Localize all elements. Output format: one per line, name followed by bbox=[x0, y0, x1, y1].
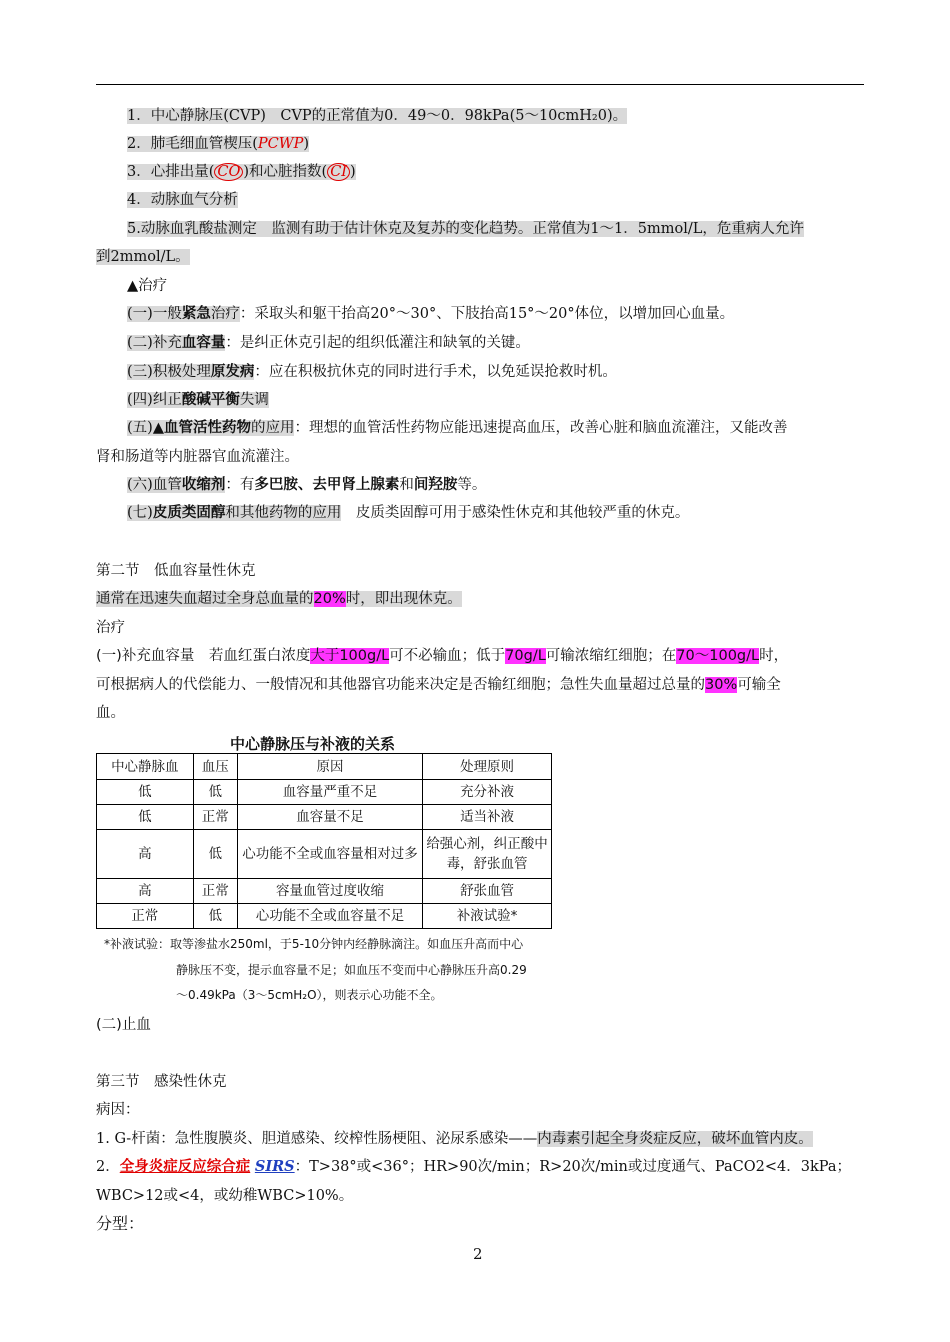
treatment-7: (七)皮质类固醇和其他药物的应用 皮质类固醇可用于感染性休克和其他较严重的休克。 bbox=[127, 504, 690, 521]
treatment-3: (三)积极处理原发病：应在积极抗休克的同时进行手术，以免延误抢救时机。 bbox=[127, 363, 617, 380]
lactate-line: 5.动脉血乳酸盐测定 监测有助于估计休克及复苏的变化趋势。正常值为1～1．5mmol/L，危重病人允许 bbox=[127, 221, 804, 237]
section2-treatment: 治疗 bbox=[96, 620, 125, 636]
etiology-label: 病因： bbox=[96, 1102, 140, 1118]
etiology-2-cont: WBC>12或<4，或幼稚WBC>10%。 bbox=[96, 1188, 354, 1204]
stop-bleeding: (二)止血 bbox=[96, 1017, 151, 1033]
treatment-4: (四)纠正酸碱平衡失调 bbox=[127, 391, 269, 408]
table-row: 低 低 血容量严重不足 充分补液 bbox=[97, 780, 552, 805]
table-row: 正常 低 心功能不全或血容量不足 补液试验* bbox=[97, 904, 552, 929]
etiology-1: 1. G-杆菌：急性腹膜炎、胆道感染、绞榨性肠梗阻、泌尿系感染——内毒素引起全身炎症反应，破坏血管内皮。 bbox=[96, 1131, 813, 1147]
treatment-5-cont: 肾和肠道等内脏器官血流灌注。 bbox=[96, 449, 299, 465]
header-rule bbox=[96, 84, 864, 85]
treatment-heading: ▲治疗 bbox=[127, 278, 168, 294]
table-note-2: 静脉压不变，提示血容量不足；如血压不变而中心静脉压升高0.29 bbox=[176, 963, 527, 977]
pcwp-line: 2．肺毛细血管楔压(PCWP) bbox=[127, 136, 310, 152]
lactate-line-cont: 到2mmol/L。 bbox=[96, 249, 190, 265]
section2-fluid: (一)补充血容量 若血红蛋白浓度大于100g/L可不必输血；低于70g/L可输浓缩红细胞；在70～100g/L时， bbox=[96, 648, 789, 664]
cvp-table bbox=[96, 753, 552, 929]
blood-gas-line: 4．动脉血气分析 bbox=[127, 192, 238, 208]
treatment-2: (二)补充血容量：是纠正休克引起的组织低灌注和缺氧的关键。 bbox=[127, 334, 530, 351]
treatment-1: (一)一般紧急治疗：采取头和躯干抬高20°～30°、下肢抬高15°～20°体位，以增加回心血量。 bbox=[127, 305, 735, 322]
table-title: 中心静脉压与补液的关系 bbox=[230, 735, 396, 753]
table-note-3: ～0.49kPa（3～5cmH₂O），则表示心功能不全。 bbox=[176, 988, 443, 1002]
treatment-6: (六)血管收缩剂：有多巴胺、去甲肾上腺素和间羟胺等。 bbox=[127, 476, 487, 493]
section2-fluid-cont: 可根据病人的代偿能力、一般情况和其他器官功能来决定是否输红细胞；急性失血量超过总量的30%可输全 bbox=[96, 677, 781, 693]
table-row: 高 低 心功能不全或血容量相对过多 给强心剂，纠正酸中毒，舒张血管 bbox=[97, 830, 552, 879]
table-note-1: *补液试验：取等渗盐水250ml，于5-10分钟内经静脉滴注。如血压升高而中心 bbox=[104, 937, 524, 951]
table-header-row: 中心静脉血 血压 原因 处理原则 bbox=[97, 754, 552, 780]
section2-fluid-end: 血。 bbox=[96, 705, 125, 721]
cvp-line: 1．中心静脉压(CVP) CVP的正常值为0．49～0．98kPa(5～10cmH₂0)。 bbox=[127, 108, 628, 124]
co-ci-line: 3．心排出量( CO )和心脏指数( CI ) bbox=[127, 164, 356, 180]
types-label: 分型： bbox=[96, 1214, 145, 1233]
treatment-5: (五)▲血管活性药物的应用：理想的血管活性药物应能迅速提高血压，改善心脏和脑血流灌注，又能改善 bbox=[127, 419, 788, 436]
etiology-2: 2．全身炎症反应综合症 SIRS：T>38°或<36°；HR>90次/min；R>20次/min或过度通气、PaCO2<4．3kPa； bbox=[96, 1158, 851, 1175]
section3-title: 第三节 感染性休克 bbox=[96, 1074, 227, 1090]
table-row: 高 正常 容量血管过度收缩 舒张血管 bbox=[97, 879, 552, 904]
section2-para: 通常在迅速失血超过全身总血量的20%时，即出现休克。 bbox=[96, 591, 462, 607]
page-number: 2 bbox=[473, 1245, 483, 1263]
section2-title: 第二节 低血容量性休克 bbox=[96, 563, 256, 579]
table-row: 低 正常 血容量不足 适当补液 bbox=[97, 805, 552, 830]
